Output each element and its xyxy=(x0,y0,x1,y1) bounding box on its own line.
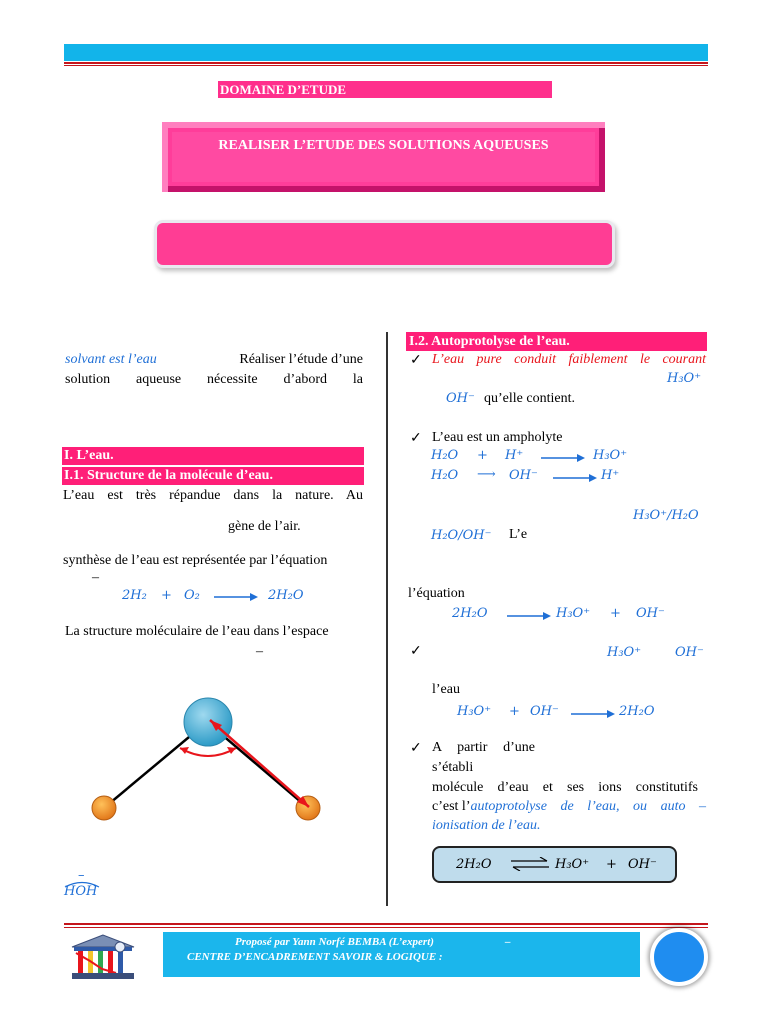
p1-line-1: L’eau est très répandue dans la nature. Au xyxy=(63,488,363,503)
box-product-1: H₃O⁺ xyxy=(555,857,590,872)
footer-author: Proposé par Yann Norfé BEMBA (L’expert) xyxy=(235,936,434,948)
footer-centre: CENTRE D’ENCADREMENT SAVOIR & LOGIQUE : xyxy=(187,951,443,963)
eq5-reactant-2: OH⁻ xyxy=(530,704,559,719)
eq1-reactant-2: O₂ xyxy=(184,588,200,603)
couple-h2o-oh: H₂O/OH⁻ xyxy=(431,528,492,543)
intro-line-1 xyxy=(65,350,363,369)
bullet-4-line-1: A partir d’une xyxy=(432,740,535,755)
page-number-badge xyxy=(650,928,708,986)
bullet-4-line-5: ionisation de l’eau. xyxy=(432,818,541,833)
section-1-title: I. L’eau. xyxy=(62,447,364,465)
bullet-1-h3o: H₃O⁺ xyxy=(667,371,702,386)
eq5-reactant-1: H₃O⁺ xyxy=(457,704,492,719)
equation-acid xyxy=(431,468,651,488)
domaine-label: DOMAINE D’ETUDE xyxy=(218,81,552,98)
header-rule xyxy=(64,62,708,64)
check-icon-3: ✓ xyxy=(410,644,422,659)
bullet-1-oh: OH⁻ xyxy=(446,391,475,406)
box-plus: + xyxy=(606,857,617,872)
subtitle-box xyxy=(157,223,612,265)
angle-hoh xyxy=(64,882,97,900)
p2-dash: – xyxy=(92,570,99,585)
intro-line-2: solution aqueuse nécessite d’abord la xyxy=(65,372,363,387)
bullet-4-line-4-b: autoprotolyse de l’eau, ou auto – xyxy=(470,799,706,814)
angle-dash: – xyxy=(78,868,85,883)
bullet-1-text: L’eau pure conduit faiblement le courant xyxy=(432,352,706,367)
check-icon-1: ✓ xyxy=(410,353,422,368)
eq2-arrow-icon xyxy=(541,453,585,463)
box-product-2: OH⁻ xyxy=(628,857,657,872)
p3-line-1: La structure moléculaire de l’eau dans l’espace xyxy=(65,624,329,639)
eq2-reactant-2: H⁺ xyxy=(505,448,524,463)
column-divider xyxy=(386,332,388,906)
eq3-arrow-text: ⟶ xyxy=(477,467,496,482)
bullet-4-line-4 xyxy=(432,799,706,815)
eq4-reactant: 2H₂O xyxy=(452,606,488,621)
leau-text: l’eau xyxy=(432,682,460,697)
eq4-product-2: OH⁻ xyxy=(636,606,665,621)
section-1-1-title: I.1. Structure de la molécule d’eau. xyxy=(62,467,364,485)
eq1-product: 2H₂O xyxy=(268,588,304,603)
header-rule-thin xyxy=(64,65,708,66)
bullet-4-line-4-a: c’est l’ xyxy=(432,799,471,814)
eq1-arrow-icon xyxy=(214,592,258,602)
eq5-product: 2H₂O xyxy=(619,704,655,719)
title-text: REALISER L’ETUDE DES SOLUTIONS AQUEUSES xyxy=(172,132,595,182)
footer-band xyxy=(163,932,640,977)
footer-dash: – xyxy=(505,936,511,948)
eq4-arrow-icon xyxy=(507,611,551,621)
check-icon-2: ✓ xyxy=(410,431,422,446)
eq5-plus: + xyxy=(509,704,520,719)
p3-dash: – xyxy=(256,644,263,659)
equation-autoprotolyse xyxy=(452,606,692,626)
bullet-3-h3o: H₃O⁺ xyxy=(607,645,642,660)
bullet-2-text: L’eau est un ampholyte xyxy=(432,430,563,445)
equation-label: l’équation xyxy=(408,586,465,601)
intro-rest: Réaliser l’étude d’une xyxy=(239,352,363,367)
header-band xyxy=(64,44,708,61)
couple-h3o-h2o: H₃O⁺/H₂O xyxy=(633,508,699,523)
eq1-plus: + xyxy=(161,588,172,603)
angle-hat-icon xyxy=(64,880,100,888)
eq2-plus: + xyxy=(477,448,488,463)
equation-recombination xyxy=(457,704,677,724)
angle-label: HOH xyxy=(64,884,98,899)
eq2-product: H₃O⁺ xyxy=(593,448,628,463)
eq3-arrow-icon xyxy=(553,473,597,483)
p1-line-2: gène de l’air. xyxy=(228,519,301,534)
eq1-reactant-1: 2H₂ xyxy=(122,588,147,603)
bullet-1-rest: qu’elle contient. xyxy=(484,391,575,406)
p2-line-1: synthèse de l’eau est représentée par l’équation xyxy=(63,553,328,568)
title-banner xyxy=(162,122,605,192)
check-icon-4: ✓ xyxy=(410,741,422,756)
bullet-3-oh: OH⁻ xyxy=(675,645,704,660)
eq4-plus: + xyxy=(610,606,621,621)
bullet-4-line-3: molécule d’eau et ses ions constitutifs xyxy=(432,780,698,795)
water-molecule-figure xyxy=(80,690,340,830)
footer-rule xyxy=(64,923,708,925)
eq2-reactant-1: H₂O xyxy=(431,448,459,463)
equation-synthesis xyxy=(122,588,312,608)
intro-solvant: solvant est l’eau xyxy=(65,352,157,367)
school-logo-icon xyxy=(68,933,138,981)
equation-base xyxy=(431,448,651,468)
box-reactant: 2H₂O xyxy=(456,857,492,872)
couple-rest: L’e xyxy=(509,527,528,542)
eq3-product-1: OH⁻ xyxy=(509,468,538,483)
bullet-4-line-2: s’établi xyxy=(432,760,474,775)
equilibrium-arrows-icon xyxy=(509,857,551,871)
section-1-2-title: I.2. Autoprotolyse de l’eau. xyxy=(406,332,707,351)
eq3-product-2: H⁺ xyxy=(601,468,620,483)
equilibrium-box xyxy=(432,846,677,883)
eq4-product-1: H₃O⁺ xyxy=(556,606,591,621)
eq5-arrow-icon xyxy=(571,709,615,719)
footer-rule-thin xyxy=(64,927,708,928)
eq3-reactant-1: H₂O xyxy=(431,468,459,483)
